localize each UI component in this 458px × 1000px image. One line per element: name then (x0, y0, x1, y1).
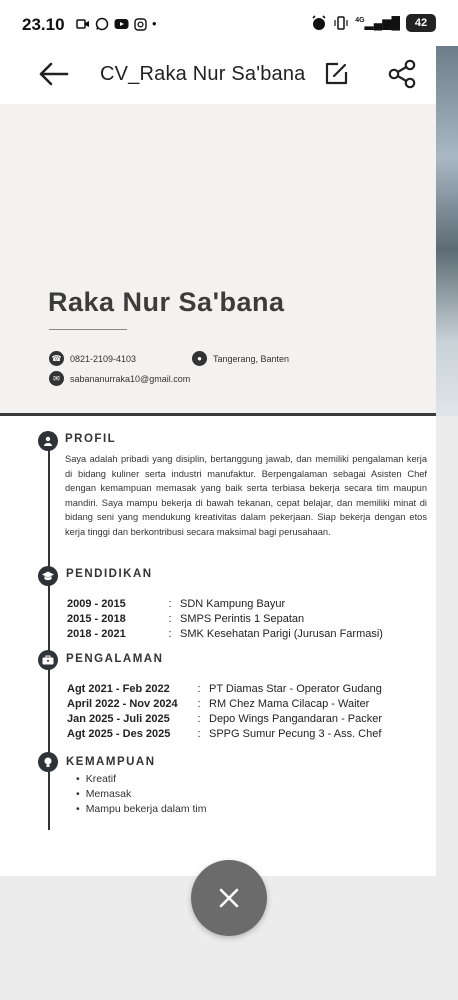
email-text: sabananurraka10@gmail.com (70, 373, 191, 384)
mail-icon: ✉ (49, 371, 64, 386)
close-button[interactable] (191, 860, 267, 936)
contact-email (49, 371, 190, 386)
experience-detail: RM Chez Mama Cilacap - Waiter (209, 698, 370, 710)
alarm-icon (311, 15, 327, 31)
education-period: 2009 - 2015 (67, 598, 126, 610)
graduation-cap-icon (38, 566, 58, 586)
status-time: 23.10 (22, 15, 65, 34)
contact-phone (49, 351, 136, 366)
share-icon[interactable] (386, 58, 418, 90)
cv-header (0, 104, 436, 416)
arrow-left-icon[interactable] (38, 60, 70, 88)
battery-indicator: 42 (406, 14, 436, 32)
video-record-icon (76, 18, 90, 30)
cv-name: Raka Nur Sa'bana (48, 287, 285, 317)
education-period: 2018 - 2021 (67, 628, 126, 640)
status-bar (0, 0, 458, 46)
person-icon (38, 431, 58, 451)
experience-period: April 2022 - Nov 2024 (67, 698, 178, 710)
signal-4g-icon: $^{4G}$▂▄▆█ (355, 16, 400, 30)
experience-sep: : (197, 698, 201, 710)
network-label: 4G (355, 17, 365, 24)
education-school: SMPS Perintis 1 Sepatan (180, 613, 305, 625)
section-title-experience: PENGALAMAN (66, 653, 164, 665)
experience-sep: : (197, 713, 201, 725)
education-period: 2015 - 2018 (67, 613, 126, 625)
experience-period: Agt 2021 - Feb 2022 (67, 683, 170, 695)
youtube-icon (114, 18, 129, 30)
system-icons (311, 14, 436, 32)
vibrate-icon (333, 15, 349, 31)
background-window-edge (436, 46, 458, 416)
whatsapp-icon (95, 17, 109, 31)
list-item: • Memasak (76, 787, 206, 802)
education-sep: : (168, 598, 172, 610)
experience-detail: SPPG Sumur Pecung 3 - Ass. Chef (209, 728, 382, 740)
education-row (67, 613, 304, 625)
location-text: Tangerang, Banten (213, 353, 290, 364)
experience-sep: : (197, 728, 201, 740)
education-sep: : (168, 613, 172, 625)
experience-sep: : (197, 683, 201, 695)
experience-row (67, 683, 382, 695)
skills-list (76, 772, 206, 817)
education-school: SDN Kampung Bayur (180, 598, 286, 610)
section-title-education: PENDIDIKAN (66, 568, 153, 580)
list-item: • Kreatif (76, 772, 206, 787)
location-pin-icon: ● (192, 351, 207, 366)
experience-period: Jan 2025 - Juli 2025 (67, 713, 170, 725)
experience-period: Agt 2025 - Des 2025 (67, 728, 171, 740)
education-sep: : (168, 628, 172, 640)
profile-text: Saya adalah pribadi yang disiplin, bertanggung jawab, dan memiliki pengalaman kerja di bidang kuliner serta industri manufaktur. Berpengalaman sebagai Asisten Chef dengan kemampuan memasak yang baik serta terbiasa bekerja secara tim maupun mandiri. Saya mampu bekerja di bawah tekanan, cepat belajar, dan memiliki minat di bidang seni yang mendukung kreativitas dalam pekerjaan. Siap bekerja dengan etos kerja tinggi dan berkontribusi secara maksimal bagi perusahaan. (65, 454, 427, 537)
app-bar (0, 46, 458, 104)
instagram-icon (134, 18, 147, 31)
education-row (67, 598, 285, 610)
phone-icon: ☎ (49, 351, 64, 366)
background-window-edge-lower (436, 416, 458, 876)
contact-location (192, 351, 289, 366)
briefcase-icon (38, 650, 58, 670)
experience-detail: PT Diamas Star - Operator Gudang (209, 683, 382, 695)
experience-detail: Depo Wings Pangandaran - Packer (209, 713, 383, 725)
edit-icon[interactable] (322, 60, 350, 88)
lightbulb-icon (38, 752, 58, 772)
dot-icon: • (152, 16, 157, 31)
experience-row (67, 698, 369, 710)
section-title-profile: PROFIL (65, 433, 117, 445)
education-school: SMK Kesehatan Parigi (Jurusan Farmasi) (180, 628, 383, 640)
section-title-skills: KEMAMPUAN (66, 756, 156, 768)
education-row (67, 628, 383, 640)
phone-text: 0821-2109-4103 (70, 353, 137, 364)
name-underline (49, 329, 127, 330)
list-item: • Mampu bekerja dalam tim (76, 802, 206, 817)
experience-row (67, 728, 381, 740)
document-title: CV_Raka Nur Sa'bana (100, 63, 306, 85)
notification-icons (76, 16, 157, 32)
close-icon (218, 887, 240, 909)
experience-row (67, 713, 382, 725)
